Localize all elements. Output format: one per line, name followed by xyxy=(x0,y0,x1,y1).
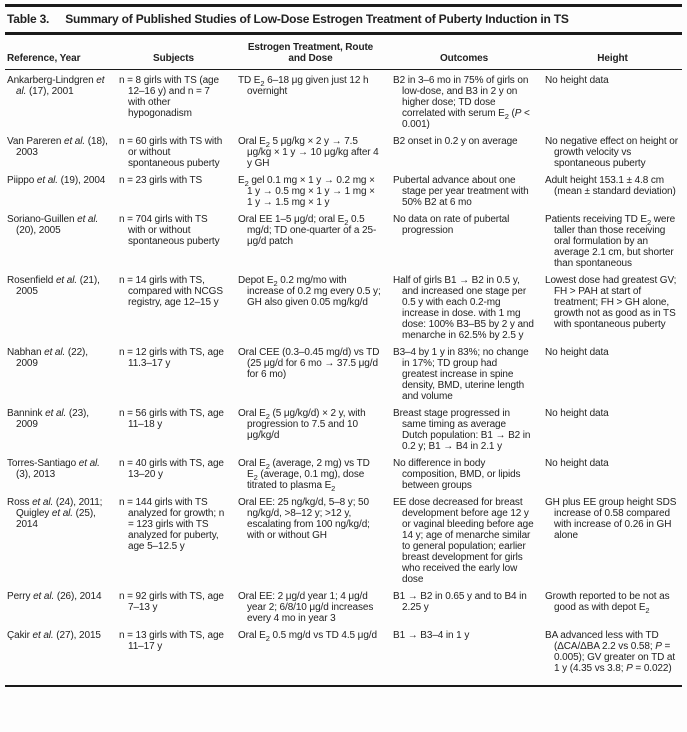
treatment-dose-cell-text: Oral $E_2$ (average, 2 mg) vs TD $E_2$ (average, 0.1 mg), dose titrated to plasma $E_2$ xyxy=(238,458,370,493)
outcomes-cell xyxy=(391,272,543,344)
height-cell xyxy=(543,588,682,627)
height-cell xyxy=(543,70,682,134)
subjects-cell xyxy=(117,272,236,344)
treatment-dose-cell xyxy=(236,588,391,627)
study-row xyxy=(5,272,682,344)
study-row xyxy=(5,344,682,405)
reference-year-cell xyxy=(5,627,117,677)
studies-table xyxy=(5,35,682,677)
height-cell xyxy=(543,627,682,677)
reference-year-cell xyxy=(5,344,117,405)
reference-year-cell-text: Torres-Santiago et al. (3), 2013 xyxy=(7,458,100,480)
treatment-dose-cell-text: Depot $E_2$ 0.2 mg/mo with increase of 0.2 mg every 0.5 y; GH also given 0.05 mg/kg/d xyxy=(238,275,381,308)
outcomes-cell-text: No data on rate of pubertal progression xyxy=(393,214,510,236)
outcomes-cell-text: B2 onset in 0.2 y on average xyxy=(393,136,518,147)
reference-year-cell-text: Ankarberg-Lindgren et al. (17), 2001 xyxy=(7,75,105,97)
study-row xyxy=(5,133,682,172)
table-title xyxy=(5,7,682,32)
subjects-cell xyxy=(117,344,236,405)
reference-year-cell xyxy=(5,70,117,134)
reference-year-cell xyxy=(5,272,117,344)
height-cell xyxy=(543,133,682,172)
reference-year-cell-text: Çakir et al. (27), 2015 xyxy=(7,630,101,641)
treatment-dose-cell xyxy=(236,627,391,677)
height-cell xyxy=(543,172,682,211)
subjects-cell-text: n = 56 girls with TS, age 11–18 y xyxy=(119,408,224,430)
treatment-dose-cell xyxy=(236,211,391,272)
subjects-cell-text: n = 12 girls with TS, age 11.3–17 y xyxy=(119,347,224,369)
height-cell-text: No height data xyxy=(545,75,609,86)
subjects-cell xyxy=(117,405,236,455)
subjects-cell xyxy=(117,211,236,272)
height-cell-text: No height data xyxy=(545,347,609,358)
study-row xyxy=(5,588,682,627)
subjects-cell-text: n = 14 girls with TS, compared with NCGS registry, age 12–15 y xyxy=(119,275,223,308)
subjects-cell xyxy=(117,133,236,172)
subjects-cell xyxy=(117,455,236,494)
header-row xyxy=(5,35,682,70)
subjects-cell-text: n = 144 girls with TS analyzed for growth; n = 123 girls with TS analyzed for puberty, age 5–12.5 y xyxy=(119,497,225,552)
study-row xyxy=(5,455,682,494)
height-cell-text: Patients receiving TD $E_2$ were taller than those receiving oral formulation by an average 2.1 cm, but shorter than spontaneous xyxy=(545,214,676,269)
treatment-dose-cell-text: $E_2$ gel 0.1 mg × 1 y → 0.2 mg × 1 y → 0.5 mg × 1 y → 1 mg × 1 y → 1.5 mg × 1 y xyxy=(238,175,375,208)
reference-year-cell-text: Perry et al. (26), 2014 xyxy=(7,591,102,602)
outcomes-cell xyxy=(391,405,543,455)
treatment-dose-cell-text: TD $E_2$ 6–18 μg given just 12 h overnight xyxy=(238,75,369,97)
col-header-height: Height xyxy=(543,35,682,70)
treatment-dose-cell xyxy=(236,455,391,494)
study-row xyxy=(5,211,682,272)
height-cell-text: BA advanced less with TD (ΔCA/ΔBA 2.2 vs 0.58; P = 0.005); GV greater on TD at 1 y (4.35 vs 3.8; P = 0.022) xyxy=(545,630,676,674)
reference-year-cell-text: Piippo et al. (19), 2004 xyxy=(7,175,106,186)
height-cell xyxy=(543,344,682,405)
reference-year-cell-text: Ross et al. (24), 2011; Quigley et al. (25), 2014 xyxy=(7,497,103,530)
outcomes-cell-text: B1 → B3–4 in 1 y xyxy=(393,630,470,641)
subjects-cell xyxy=(117,627,236,677)
height-cell-text: No height data xyxy=(545,408,609,419)
height-cell xyxy=(543,405,682,455)
treatment-dose-cell xyxy=(236,494,391,588)
height-cell-text: Lowest dose had greatest GV; FH > PAH at start of treatment; FH > GH alone, growth not as good as in TS with spontaneous puberty xyxy=(545,275,677,330)
height-cell-text: No height data xyxy=(545,458,609,469)
treatment-dose-cell xyxy=(236,344,391,405)
outcomes-cell-text: No difference in body composition, BMD, or lipids between groups xyxy=(393,458,521,491)
col-header-subjects: Subjects xyxy=(117,35,236,70)
height-cell xyxy=(543,211,682,272)
reference-year-cell-text: Bannink et al. (23), 2009 xyxy=(7,408,89,430)
study-row xyxy=(5,494,682,588)
outcomes-cell-text: Half of girls B1 → B2 in 0.5 y, and increased one stage per 0.5 y with each 0.2-mg increase in dose. with 1 mg dose: 100% B3–B5 by 2 y and menarche in 62.5% by 2.5 y xyxy=(393,275,534,341)
treatment-dose-cell-text: Oral $E_2$ (5 μg/kg/d) × 2 y, with progression to 7.5 and 10 μg/kg/d xyxy=(238,408,366,441)
height-cell xyxy=(543,455,682,494)
subjects-cell-text: n = 40 girls with TS, age 13–20 y xyxy=(119,458,224,480)
subjects-cell-text: n = 704 girls with TS with or without spontaneous puberty xyxy=(119,214,220,247)
height-cell-text: Adult height 153.1 ± 4.8 cm (mean ± standard deviation) xyxy=(545,175,676,197)
outcomes-cell xyxy=(391,70,543,134)
treatment-dose-cell xyxy=(236,172,391,211)
treatment-dose-cell xyxy=(236,70,391,134)
table-bottom-rule xyxy=(5,685,682,687)
height-cell xyxy=(543,272,682,344)
outcomes-cell-text: Breast stage progressed in same timing as average Dutch population: B1 → B2 in 0.2 y; B1 → B4 in 2.1 y xyxy=(393,408,531,452)
outcomes-cell xyxy=(391,211,543,272)
col-header-outcomes: Outcomes xyxy=(391,35,543,70)
height-cell-text: GH plus EE group height SDS increase of 0.58 compared with increase of 0.26 in GH alone xyxy=(545,497,677,541)
treatment-dose-cell-text: Oral EE 1–5 μg/d; oral $E_2$ 0.5 mg/d; TD one-quarter of a 25-μg/d patch xyxy=(238,214,377,247)
reference-year-cell-text: Nabhan et al. (22), 2009 xyxy=(7,347,88,369)
reference-year-cell xyxy=(5,172,117,211)
study-row xyxy=(5,627,682,677)
outcomes-cell xyxy=(391,455,543,494)
reference-year-cell xyxy=(5,211,117,272)
table-body xyxy=(5,70,682,678)
treatment-dose-cell xyxy=(236,272,391,344)
height-cell xyxy=(543,494,682,588)
table-title-text: Summary of Published Studies of Low-Dose Estrogen Treatment of Puberty Induction in TS xyxy=(65,12,569,26)
treatment-dose-cell-text: Oral $E_2$ 0.5 mg/d vs TD 4.5 μg/d xyxy=(238,630,377,643)
study-row xyxy=(5,405,682,455)
subjects-cell-text: n = 60 girls with TS with or without spontaneous puberty xyxy=(119,136,223,169)
treatment-dose-cell-text: Oral EE: 25 ng/kg/d, 5–8 y; 50 ng/kg/d, >8–12 y; >12 y, escalating from 100 ng/kg/d; with or without GH xyxy=(238,497,370,541)
treatment-dose-cell xyxy=(236,405,391,455)
subjects-cell xyxy=(117,494,236,588)
outcomes-cell-text: Pubertal advance about one stage per year treatment with 50% B2 at 6 mo xyxy=(393,175,529,208)
subjects-cell-text: n = 13 girls with TS, age 11–17 y xyxy=(119,630,224,652)
col-header-estrogen-treatment: Estrogen Treatment, Route and Dose xyxy=(236,35,391,70)
subjects-cell xyxy=(117,172,236,211)
subjects-cell xyxy=(117,588,236,627)
treatment-dose-cell-text: Oral $E_2$ 5 μg/kg × 2 y → 7.5 μg/kg × 1 y → 10 μg/kg after 4 y GH xyxy=(238,136,379,169)
outcomes-cell xyxy=(391,494,543,588)
treatment-dose-cell-text: Oral CEE (0.3–0.45 mg/d) vs TD (25 μg/d for 6 mo → 37.5 μg/d for 6 mo) xyxy=(238,347,380,380)
reference-year-cell-text: Soriano-Guillen et al. (20), 2005 xyxy=(7,214,99,236)
reference-year-cell xyxy=(5,405,117,455)
study-row xyxy=(5,70,682,134)
treatment-dose-cell xyxy=(236,133,391,172)
col-header-reference-year: Reference, Year xyxy=(5,35,117,70)
reference-year-cell xyxy=(5,455,117,494)
treatment-dose-cell-text: Oral EE: 2 μg/d year 1; 4 μg/d year 2; 6/8/10 μg/d increases every 4 mo in year 3 xyxy=(238,591,374,624)
outcomes-cell xyxy=(391,133,543,172)
height-cell-text: No negative effect on height or growth velocity vs spontaneous puberty xyxy=(545,136,678,169)
subjects-cell-text: n = 92 girls with TS, age 7–13 y xyxy=(119,591,224,613)
height-cell-text: Growth reported to be not as good as with depot $E_2$ xyxy=(545,591,670,615)
outcomes-cell xyxy=(391,344,543,405)
reference-year-cell xyxy=(5,133,117,172)
subjects-cell-text: n = 8 girls with TS (age 12–16 y) and n = 7 with other hypogonadism xyxy=(119,75,219,119)
outcomes-cell-text: EE dose decreased for breast development before age 12 y or vaginal bleeding before age 14 y; age of menarche similar to general population; earlier breast development for girls who received the early low dose xyxy=(393,497,534,585)
table-number-label: Table 3. xyxy=(7,12,50,26)
outcomes-cell xyxy=(391,588,543,627)
outcomes-cell-text: B2 in 3–6 mo in 75% of girls on low-dose, and B3 in 2 y on higher dose; TD dose correlated with serum $E_2$ (P < 0.001) xyxy=(393,75,530,130)
outcomes-cell-text: B1 → B2 in 0.65 y and to B4 in 2.25 y xyxy=(393,591,527,613)
study-row xyxy=(5,172,682,211)
reference-year-cell-text: Van Pareren et al. (18), 2003 xyxy=(7,136,108,158)
reference-year-cell xyxy=(5,588,117,627)
reference-year-cell-text: Rosenfield et al. (21), 2005 xyxy=(7,275,100,297)
outcomes-cell-text: B3–4 by 1 y in 83%; no change in 17%; TD group had greatest increase in spine density, BMD, uterine length and volume xyxy=(393,347,529,402)
subjects-cell xyxy=(117,70,236,134)
outcomes-cell xyxy=(391,172,543,211)
reference-year-cell xyxy=(5,494,117,588)
outcomes-cell xyxy=(391,627,543,677)
table-header xyxy=(5,35,682,70)
subjects-cell-text: n = 23 girls with TS xyxy=(119,175,203,186)
